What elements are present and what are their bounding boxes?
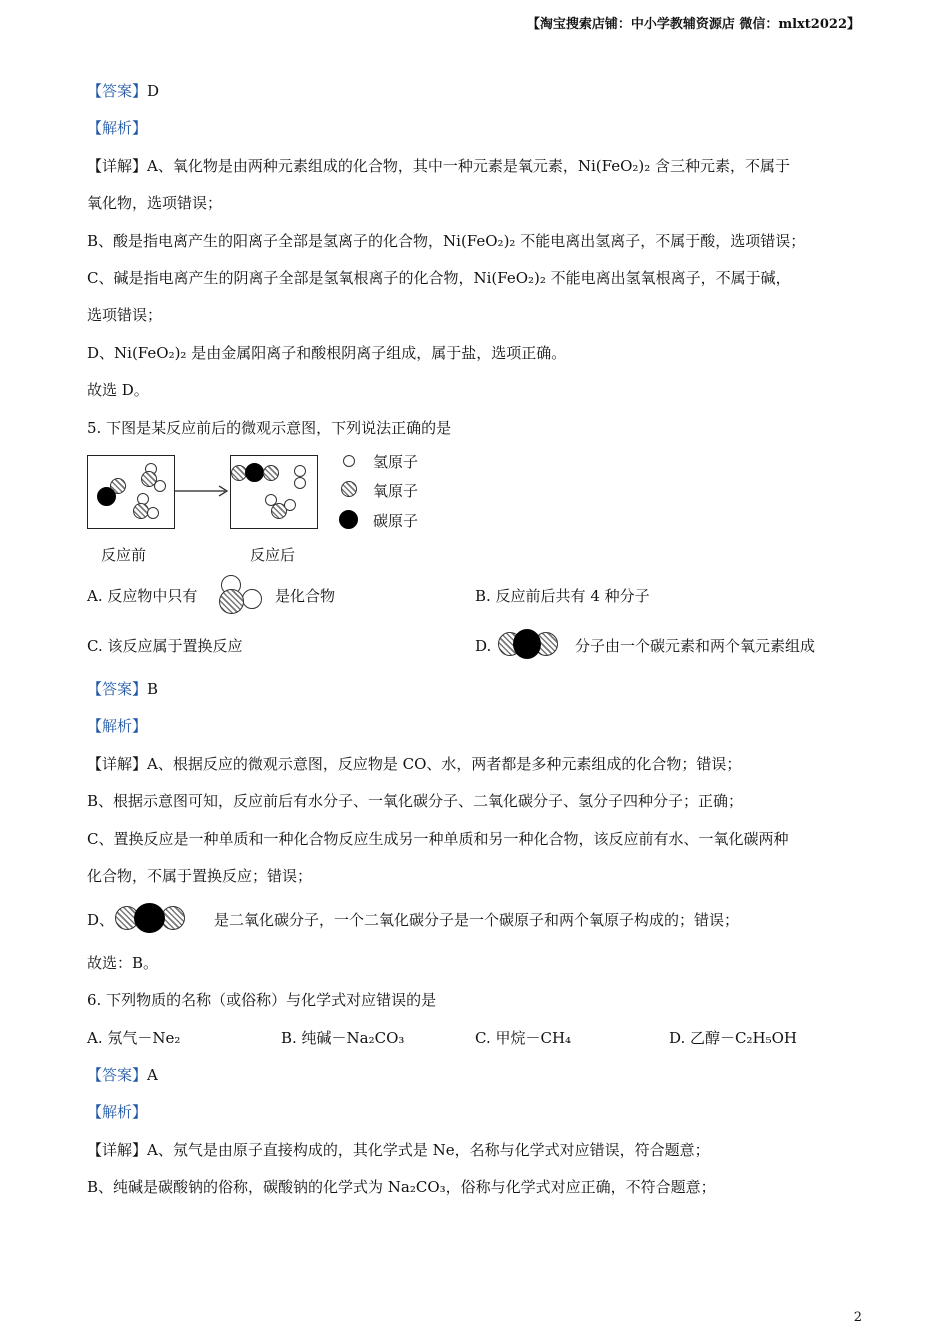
q6-detail-2: B、纯碱是碳酸钠的俗称，碳酸钠的化学式为 Na₂CO₃，俗称与化学式对应正确，不符合题意； [87,1178,716,1196]
hydrogen-atom [294,477,306,489]
legend-hydrogen-label: 氢原子 [373,453,419,471]
q5-detail-3: C、置换反应是一种单质和一种化合物反应生成另一种单质和另一种化合物，该反应前有水、一氧化碳两种 [87,830,789,848]
reaction-arrow-icon [173,484,231,498]
hydrogen-atom [284,499,296,511]
legend-carbon-label: 碳原子 [373,512,419,530]
q4-detail-3: B、酸是指电离产生的阳离子全部是氢离子的化合物，Ni(FeO₂)₂ 不能电离出氢离子，不属于酸，选项错误； [87,232,806,250]
q4-analysis-tag: 【解析】 [87,119,148,137]
before-label: 反应前 [101,546,147,564]
q5-option-d: D. [475,637,492,655]
q4-detail-2: 氧化物，选项错误； [87,194,223,212]
q4-detail-1: 【详解】A、氧化物是由两种元素组成的化合物，其中一种元素是氧元素，Ni(FeO₂)₂ 含三种元素，不属于 [87,157,791,175]
q6-detail-1: 【详解】A、氖气是由原子直接构成的，其化学式是 Ne，名称与化学式对应错误，符合题意； [87,1141,710,1159]
oxygen-atom [263,465,279,481]
legend-carbon-icon [339,510,358,529]
q6-answer: 【答案】A [87,1066,158,1084]
q5-option-b: B. 反应前后共有 4 种分子 [475,587,650,605]
q5-conclusion: 故选：B。 [87,954,159,972]
q5-detail-5: D、 [87,911,115,929]
page-number: 2 [853,1310,862,1325]
q5-stem: 5. 下图是某反应前后的微观示意图，下列说法正确的是 [87,419,452,437]
q5-option-a-suffix: 是化合物 [275,587,336,605]
legend-oxygen-label: 氧原子 [373,482,419,500]
q4-conclusion: 故选 D。 [87,381,149,399]
q5-detail-2: B、根据示意图可知，反应前后有水分子、一氧化碳分子、二氧化碳分子、氢分子四种分子；正确； [87,792,744,810]
after-label: 反应后 [250,546,296,564]
q6-stem: 6. 下列物质的名称（或俗称）与化学式对应错误的是 [87,991,437,1009]
q5-detail-1: 【详解】A、根据反应的微观示意图，反应物是 CO、水，两者都是多种元素组成的化合物；错误； [87,755,742,773]
carbon-atom [245,463,264,482]
q5-option-a: A. 反应物中只有 [87,587,198,605]
hydrogen-atom [147,507,159,519]
q5-detail-4: 化合物，不属于置换反应；错误； [87,867,313,885]
q5-analysis-tag: 【解析】 [87,717,148,735]
q4-detail-5: 选项错误； [87,306,163,324]
hydrogen-atom [294,465,306,477]
q5-answer: 【答案】B [87,680,159,698]
legend-hydrogen-icon [343,455,355,467]
q5-option-c: C. 该反应属于置换反应 [87,637,243,655]
q6-analysis-tag: 【解析】 [87,1103,148,1121]
page-header: 【淘宝搜索店铺：中小学教辅资源店 微信：mlxt2022】 [526,17,860,32]
carbon-atom [97,487,116,506]
q4-detail-6: D、Ni(FeO₂)₂ 是由金属阳离子和酸根阴离子组成，属于盐，选项正确。 [87,344,567,362]
q6-option-a: A. 氖气－Ne₂ [87,1029,181,1047]
legend-oxygen-icon [341,481,357,497]
hydrogen-atom [154,480,166,492]
q5-detail-5-text: 是二氧化碳分子，一个二氧化碳分子是一个碳原子和两个氧原子构成的；错误； [214,911,740,929]
q6-option-b: B. 纯碱－Na₂CO₃ [281,1029,405,1047]
q4-answer: 【答案】D [87,82,160,100]
q6-option-c: C. 甲烷－CH₄ [475,1029,572,1047]
q5-option-d-text: 分子由一个碳元素和两个氧元素组成 [575,637,816,655]
q6-option-d: D. 乙醇－C₂H₅OH [669,1029,797,1047]
q4-detail-4: C、碱是指电离产生的阴离子全部是氢氧根离子的化合物，Ni(FeO₂)₂ 不能电离出氢氧根离子，不属于碱， [87,269,791,287]
